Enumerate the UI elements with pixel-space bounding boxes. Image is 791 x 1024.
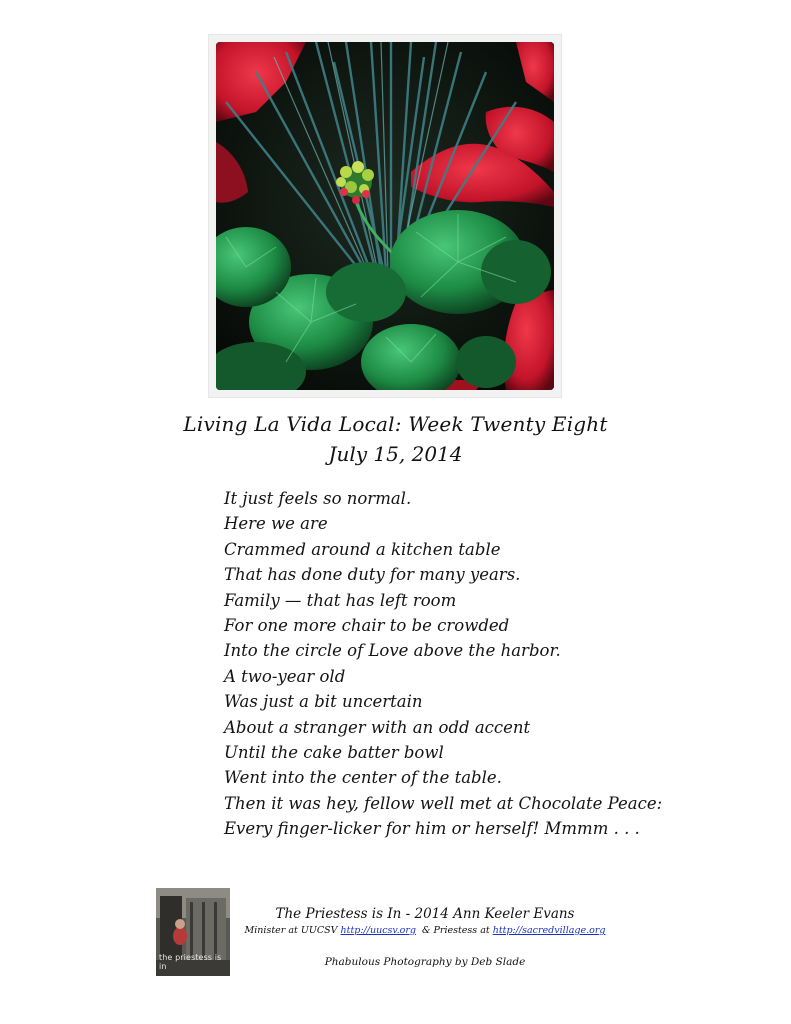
photo-credit: Phabulous Photography by Deb Slade xyxy=(324,956,526,968)
poem-line: Every finger-licker for him or herself! Mmmm . . . xyxy=(224,819,640,839)
poem-line: Family — that has left room xyxy=(224,590,457,610)
priestess-label: & Priestess at xyxy=(416,925,493,936)
poem-line: Went into the center of the table. xyxy=(224,768,502,788)
priestess-photo xyxy=(156,888,230,976)
poem-line: A two-year old xyxy=(224,666,346,686)
poem-line: For one more chair to be crowded xyxy=(224,616,510,636)
poem-line: About a stranger with an odd accent xyxy=(224,717,531,737)
poem-line: Here we are xyxy=(224,514,328,534)
poem-line: Crammed around a kitchen table xyxy=(224,539,501,559)
footer-attribution: The Priestess is In - 2014 Ann Keeler Evans xyxy=(275,906,575,922)
featured-photo-frame xyxy=(208,34,562,398)
poem xyxy=(224,486,764,842)
poem-line: That has done duty for many years. xyxy=(224,565,521,585)
uucsv-link[interactable]: http://uucsv.org xyxy=(340,925,416,936)
poem-line: It just feels so normal. xyxy=(224,489,412,508)
poem-line: Into the circle of Love above the harbor. xyxy=(224,641,561,661)
page-date: July 15, 2014 xyxy=(328,442,463,466)
footer-links xyxy=(230,924,620,938)
poem-line: Then it was hey, fellow well met at Chocolate Peace: xyxy=(224,793,663,813)
poem-line: Was just a bit uncertain xyxy=(224,692,423,712)
poem-line: Until the cake batter bowl xyxy=(224,743,444,763)
sacredvillage-link[interactable]: http://sacredvillage.org xyxy=(492,925,606,936)
geranium-photo-art xyxy=(216,42,554,390)
page-title: Living La Vida Local: Week Twenty Eight xyxy=(183,412,608,436)
geranium-photo xyxy=(216,42,554,390)
photo-caption: the priestess is in xyxy=(159,953,222,971)
minister-label: Minister at UUCSV xyxy=(244,925,341,936)
